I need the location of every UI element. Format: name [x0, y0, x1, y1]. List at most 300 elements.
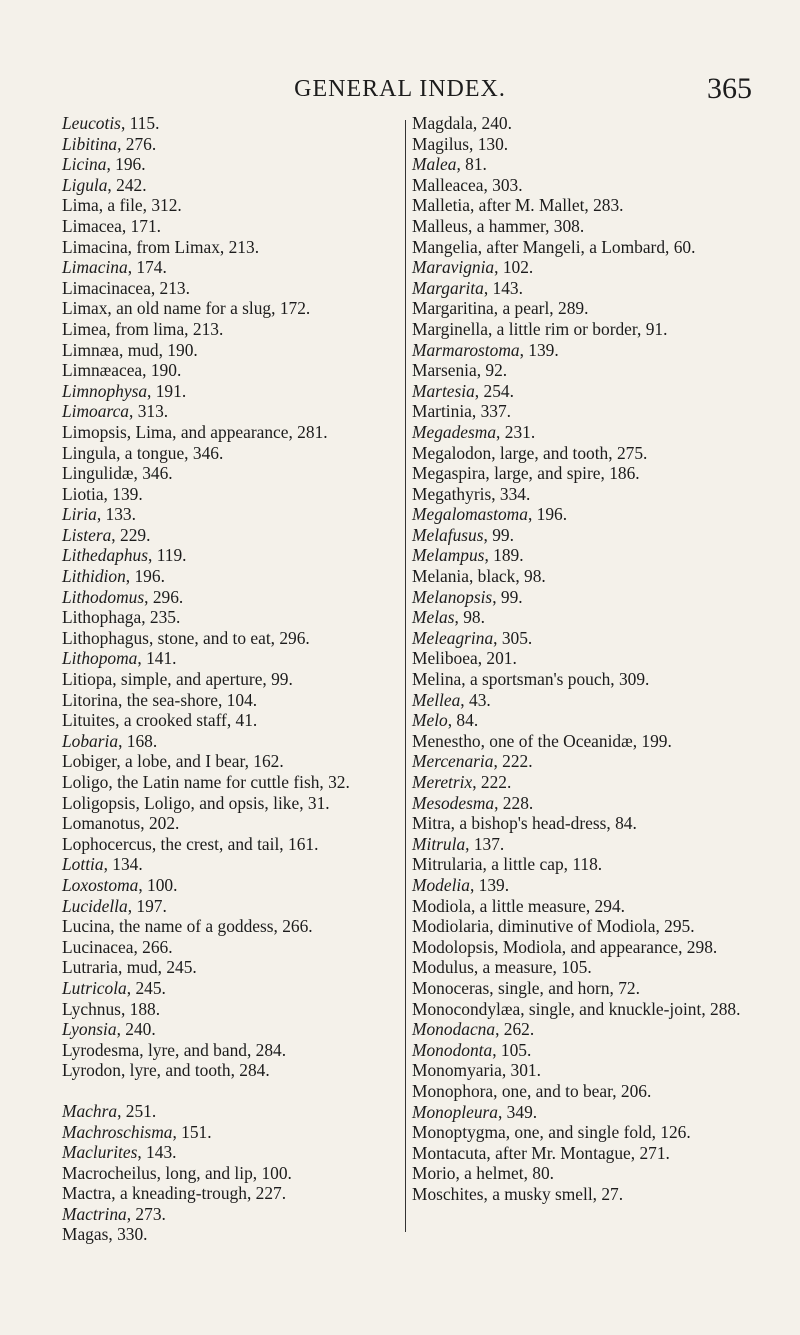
index-entry [412, 957, 752, 978]
index-reference: , 100. [138, 874, 178, 895]
index-reference: , 191. [147, 380, 187, 401]
index-entry [62, 1101, 412, 1122]
index-reference: , the crest, and tail, 161. [151, 833, 319, 854]
index-entry [62, 360, 412, 381]
index-reference: , 266. [133, 936, 173, 957]
index-entry [62, 195, 412, 216]
index-reference: , 202. [140, 813, 180, 834]
index-headword: Monophora [412, 1080, 494, 1101]
index-headword: Liria [62, 504, 97, 525]
index-reference: , 273. [126, 1203, 166, 1224]
index-entry [412, 772, 752, 793]
index-reference: , 313. [129, 401, 169, 422]
index-headword: Limnæa [62, 339, 119, 360]
index-reference: , 303. [483, 174, 523, 195]
index-entry [412, 731, 752, 752]
index-headword: Limacina [62, 236, 128, 257]
index-entry [412, 854, 752, 875]
index-reference: , large, and tooth, 275. [491, 442, 648, 463]
index-entry [62, 710, 412, 731]
index-reference: , 229. [111, 524, 151, 545]
index-headword: Meleagrina [412, 627, 494, 648]
index-headword: Mitrularia [412, 854, 483, 875]
index-entry [412, 319, 752, 340]
index-entry [412, 587, 752, 608]
index-entry [62, 916, 412, 937]
index-entry [412, 1184, 752, 1205]
index-headword: Lima [62, 195, 99, 216]
index-headword: Lithedaphus [62, 545, 148, 566]
index-entry [412, 813, 752, 834]
index-reference: , 346. [133, 463, 173, 484]
index-entry [412, 669, 752, 690]
index-reference: , 334. [491, 483, 531, 504]
index-entry [62, 463, 412, 484]
index-headword: Malleacea [412, 174, 484, 195]
index-entry [412, 360, 752, 381]
index-entry [412, 422, 752, 443]
index-headword: Mercenaria [412, 751, 494, 772]
index-entry [412, 545, 752, 566]
index-reference: , 139. [519, 339, 559, 360]
index-reference: , diminutive of Modiola, 295. [489, 916, 695, 937]
index-reference: , 201. [477, 648, 517, 669]
index-reference: , one, and single fold, 126. [505, 1122, 691, 1143]
index-headword: Lyrodon [62, 1060, 121, 1081]
index-reference: , 240. [116, 1019, 156, 1040]
index-entry [62, 648, 412, 669]
index-headword: Monopleura [412, 1101, 498, 1122]
index-entry [412, 1143, 752, 1164]
index-headword: Lomanotus [62, 813, 141, 834]
index-reference: , a hammer, 308. [468, 215, 585, 236]
index-reference: , Lima, and appearance, 281. [126, 421, 328, 442]
index-entry [412, 1081, 752, 1102]
index-column-right [412, 113, 752, 1204]
index-entry [62, 751, 412, 772]
index-entry [62, 401, 412, 422]
index-reference: , 213. [150, 277, 190, 298]
index-reference: , 98. [454, 607, 485, 628]
index-headword: Loxostoma [62, 874, 139, 895]
index-reference: , single, and horn, 72. [489, 977, 640, 998]
index-entry [62, 216, 412, 237]
index-reference: , 228. [494, 792, 534, 813]
index-entry [62, 278, 412, 299]
index-reference: , stone, and to eat, 296. [148, 627, 310, 648]
index-headword: Limnæacea [62, 360, 143, 381]
index-reference: , 251. [117, 1100, 157, 1121]
index-entry [62, 1224, 412, 1245]
index-entry [412, 175, 752, 196]
index-entry [412, 1040, 752, 1061]
index-entry [62, 896, 412, 917]
index-entry [412, 134, 752, 155]
index-entry [62, 1142, 412, 1163]
index-entry [62, 772, 412, 793]
index-headword: Lucina [62, 916, 111, 937]
index-reference: , 134. [103, 854, 143, 875]
index-reference: , an old name for a slug, 172. [107, 298, 311, 319]
index-reference: , 133. [96, 504, 136, 525]
index-entry [62, 566, 412, 587]
index-reference: , 174. [127, 257, 167, 278]
index-entry [62, 1204, 412, 1225]
index-reference: , 337. [471, 401, 512, 422]
index-entry [62, 175, 412, 196]
index-headword: Marsenia [412, 360, 477, 381]
index-reference: , the name of a goddess, 266. [110, 916, 313, 937]
index-headword: Martesia [412, 380, 475, 401]
index-entry [62, 957, 412, 978]
index-headword: Limea [62, 318, 107, 339]
index-headword: Limopsis [62, 421, 127, 442]
index-headword: Lucidella [62, 895, 128, 916]
index-headword: Limacina [62, 257, 128, 278]
index-entry [412, 1102, 752, 1123]
index-headword: Megalomastoma [412, 504, 528, 525]
index-entry [412, 999, 752, 1020]
index-entry [62, 1163, 412, 1184]
index-entry [62, 545, 412, 566]
index-headword: Megaspira [412, 463, 486, 484]
index-reference: , 240. [472, 113, 512, 133]
index-reference: , 43. [460, 689, 491, 710]
index-reference: , 141. [137, 648, 177, 669]
index-headword: Modiola [412, 895, 471, 916]
index-headword: Loligopsis [62, 792, 136, 813]
index-reference: , 115. [120, 113, 160, 133]
index-reference: , simple, and aperture, 99. [112, 669, 293, 690]
index-entry [412, 401, 752, 422]
index-reference: , the Latin name for cuttle fish, 32. [108, 772, 350, 792]
index-headword: Litorina [62, 689, 119, 710]
index-entry [62, 504, 412, 525]
index-entry [62, 298, 412, 319]
index-entry [412, 504, 752, 525]
section-gap [62, 1081, 412, 1101]
index-headword: Licina [62, 154, 107, 175]
index-entry [412, 834, 752, 855]
index-column-left [62, 113, 412, 1245]
index-headword: Margarita [412, 277, 484, 298]
index-reference: , 301. [501, 1060, 541, 1081]
index-reference: , 130. [469, 133, 509, 154]
index-reference: , long, and lip, 100. [156, 1162, 292, 1183]
index-headword: Leucotis [62, 113, 121, 133]
index-headword: Marginella [412, 318, 488, 339]
index-headword: Litiopa [62, 669, 113, 690]
index-entry [62, 525, 412, 546]
index-reference: , the sea-shore, 104. [118, 689, 258, 710]
index-entry [62, 1019, 412, 1040]
column-divider [405, 120, 406, 1232]
index-entry [62, 154, 412, 175]
index-headword: Mactrina [62, 1203, 127, 1224]
index-headword: Melas [412, 607, 455, 628]
index-entry [62, 340, 412, 361]
index-entry [62, 999, 412, 1020]
index-entry [62, 1122, 412, 1143]
index-entry [412, 607, 752, 628]
index-entry [62, 793, 412, 814]
index-reference: , mud, 245. [118, 957, 197, 978]
index-headword: Maclurites [62, 1142, 138, 1163]
index-headword: Machroschisma [62, 1121, 173, 1142]
index-headword: Megathyris [412, 483, 492, 504]
index-reference: , 84. [447, 710, 479, 731]
index-reference: , 168. [118, 730, 158, 751]
index-reference: , lyre, and tooth, 284. [120, 1060, 270, 1081]
index-entry [412, 525, 752, 546]
index-entry [62, 134, 412, 155]
index-entry [62, 1183, 412, 1204]
index-reference: , 197. [127, 895, 167, 916]
index-entry [62, 607, 412, 628]
index-headword: Lophocercus [62, 833, 152, 854]
index-headword: Modiolaria [412, 916, 490, 937]
index-reference: , 196. [125, 566, 165, 587]
index-entry [62, 484, 412, 505]
index-reference: , 81. [456, 154, 487, 175]
index-headword: Martinia [412, 401, 472, 422]
index-entry [412, 278, 752, 299]
index-headword: Lucinacea [62, 936, 134, 957]
index-headword: Moschites [412, 1183, 484, 1204]
index-headword: Lithidion [62, 566, 126, 587]
index-entry [412, 937, 752, 958]
index-entry [412, 154, 752, 175]
index-reference: , a little measure, 294. [470, 895, 625, 916]
index-headword: Monomyaria [412, 1060, 502, 1081]
index-headword: Macrocheilus [62, 1162, 157, 1183]
index-entry [412, 978, 752, 999]
index-reference: , 99. [483, 524, 514, 545]
index-entry [62, 422, 412, 443]
index-headword: Modulus [412, 957, 474, 978]
index-reference: , 119. [148, 545, 187, 566]
index-reference: , a file, 312. [98, 195, 182, 216]
index-reference: , 262. [495, 1019, 535, 1040]
index-reference: , 137. [465, 833, 505, 854]
index-headword: Lottia [62, 854, 104, 875]
index-entry [62, 1040, 412, 1061]
index-entry [412, 648, 752, 669]
index-reference: , 105. [492, 1039, 532, 1060]
index-headword: Melania [412, 566, 469, 587]
index-reference: , 254. [474, 380, 514, 401]
index-headword: Melafusus [412, 524, 484, 545]
index-entry [412, 1163, 752, 1184]
index-entry [412, 113, 752, 134]
index-reference: , a sportsman's pouch, 309. [461, 669, 650, 690]
index-headword: Modelia [412, 874, 470, 895]
index-headword: Morio [412, 1163, 456, 1184]
index-reference: , 143. [483, 277, 523, 298]
index-entry [62, 587, 412, 608]
index-headword: Lithodomus [62, 586, 145, 607]
index-entry [412, 1122, 752, 1143]
index-reference: , 196. [106, 154, 146, 175]
index-headword: Ligula [62, 174, 108, 195]
index-headword: Maravignia [412, 257, 495, 278]
index-headword: Limacinacea [62, 277, 151, 298]
index-headword: Lutricola [62, 977, 127, 998]
index-entry [412, 710, 752, 731]
index-reference: , 189. [484, 545, 524, 566]
index-reference: , 242. [107, 174, 147, 195]
index-entry [62, 257, 412, 278]
index-headword: Limax [62, 298, 108, 319]
index-entry [62, 381, 412, 402]
index-reference: , 235. [141, 607, 181, 628]
index-reference: , single, and knuckle-joint, 288. [520, 998, 741, 1019]
index-headword: Monodacna [412, 1019, 496, 1040]
index-entry [412, 1060, 752, 1081]
index-entry [412, 195, 752, 216]
index-headword: Melina [412, 669, 462, 690]
index-entry [62, 937, 412, 958]
index-entry [62, 319, 412, 340]
index-entry [412, 237, 752, 258]
index-headword: Monocondylæa [412, 998, 521, 1019]
index-headword: Menestho [412, 730, 481, 751]
running-title: GENERAL INDEX. [294, 76, 506, 102]
index-reference: , 296. [144, 586, 184, 607]
index-headword: Malleus [412, 215, 469, 236]
index-headword: Margaritina [412, 298, 494, 319]
index-entry [62, 731, 412, 752]
index-headword: Limnophysa [62, 380, 148, 401]
index-headword: Megalodon [412, 442, 492, 463]
index-headword: Lingula [62, 442, 117, 463]
index-reference: , after Mangeli, a Lombard, 60. [477, 236, 696, 257]
index-entry [412, 340, 752, 361]
index-headword: Melanopsis [412, 586, 493, 607]
index-reference: , black, 98. [468, 566, 546, 587]
index-headword: Malea [412, 154, 457, 175]
index-reference: , a measure, 105. [473, 957, 592, 978]
index-reference: , one of the Oceanidæ, 199. [480, 730, 672, 751]
index-entry [412, 751, 752, 772]
index-reference: , a little cap, 118. [482, 854, 603, 875]
index-reference: , lyre, and band, 284. [139, 1039, 287, 1060]
index-entry [412, 793, 752, 814]
index-reference: , 151. [172, 1121, 212, 1142]
index-headword: Monodonta [412, 1039, 493, 1060]
index-reference: , 196. [527, 504, 568, 525]
index-reference: , 171. [121, 215, 161, 236]
index-headword: Mesodesma [412, 792, 495, 813]
index-reference: , after M. Mallet, 283. [469, 195, 624, 216]
index-headword: Lithopoma [62, 648, 138, 669]
index-reference: , 245. [126, 977, 166, 998]
index-headword: Mellea [412, 689, 461, 710]
index-entry [412, 690, 752, 711]
index-entry [412, 896, 752, 917]
index-reference: , a little rim or border, 91. [487, 318, 668, 339]
index-reference: , 349. [497, 1101, 538, 1122]
index-reference: , a bishop's head-dress, 84. [450, 813, 637, 834]
index-headword: Meretrix [412, 772, 473, 792]
index-reference: , a tongue, 346. [116, 442, 224, 463]
index-entry [412, 443, 752, 464]
index-entry [412, 463, 752, 484]
index-entry [62, 113, 412, 134]
index-entry [62, 854, 412, 875]
index-reference: , 188. [120, 998, 161, 1019]
index-headword: Monoceras [412, 977, 490, 998]
index-reference: , a helmet, 80. [455, 1163, 555, 1184]
index-headword: Limoarca [62, 401, 129, 422]
index-headword: Lutraria [62, 957, 119, 978]
index-headword: Lithophagus [62, 627, 149, 648]
index-headword: Mactra [62, 1183, 112, 1204]
index-headword: Meliboea [412, 648, 478, 669]
index-reference: , a kneading-trough, 227. [111, 1183, 287, 1204]
index-headword: Lyonsia [62, 1019, 117, 1040]
index-reference: , 139. [103, 483, 143, 504]
index-entry [62, 669, 412, 690]
index-entry [412, 257, 752, 278]
index-reference: , Modiola, and appearance, 298. [494, 936, 718, 957]
index-headword: Listera [62, 524, 112, 545]
index-headword: Mitrula [412, 833, 466, 854]
index-reference: , 143. [137, 1142, 177, 1163]
index-reference: , from Limax, 213. [127, 236, 260, 257]
index-entry [412, 566, 752, 587]
index-headword: Melo [412, 710, 448, 731]
index-headword: Magdala [412, 113, 473, 133]
index-reference: , a crooked staff, 41. [115, 710, 258, 731]
index-reference: , one, and to bear, 206. [493, 1080, 652, 1101]
index-reference: , a pearl, 289. [493, 298, 589, 319]
index-headword: Montacuta [412, 1142, 487, 1163]
index-reference: , 139. [469, 874, 510, 895]
index-headword: Lobiger [62, 751, 117, 772]
index-entry [412, 298, 752, 319]
index-headword: Libitina [62, 133, 118, 154]
index-entry [62, 813, 412, 834]
index-reference: , 92. [476, 360, 508, 381]
index-headword: Lobaria [62, 730, 119, 751]
index-reference: , 330. [108, 1224, 148, 1245]
index-headword: Liotia [62, 483, 104, 504]
index-reference: , 222. [493, 751, 533, 772]
index-headword: Monoptygma [412, 1122, 506, 1143]
index-headword: Marmarostoma [412, 339, 520, 360]
index-headword: Loligo [62, 772, 109, 792]
index-reference: , 222. [472, 772, 512, 792]
index-reference: , 305. [493, 627, 533, 648]
index-headword: Modolopsis [412, 936, 495, 957]
index-headword: Megadesma [412, 421, 497, 442]
index-headword: Lituites [62, 710, 116, 731]
index-entry [62, 443, 412, 464]
index-headword: Mitra [412, 813, 451, 834]
index-headword: Magas [62, 1224, 109, 1245]
index-entry [62, 834, 412, 855]
index-entry [412, 628, 752, 649]
index-entry [412, 381, 752, 402]
index-entry [412, 916, 752, 937]
index-headword: Lingulidæ [62, 463, 134, 484]
index-headword: Magilus [412, 133, 470, 154]
index-reference: , Loligo, and opsis, like, 31. [135, 792, 330, 813]
index-headword: Lithophaga [62, 607, 142, 628]
index-reference: , mud, 190. [119, 339, 198, 360]
index-headword: Machra [62, 1100, 118, 1121]
